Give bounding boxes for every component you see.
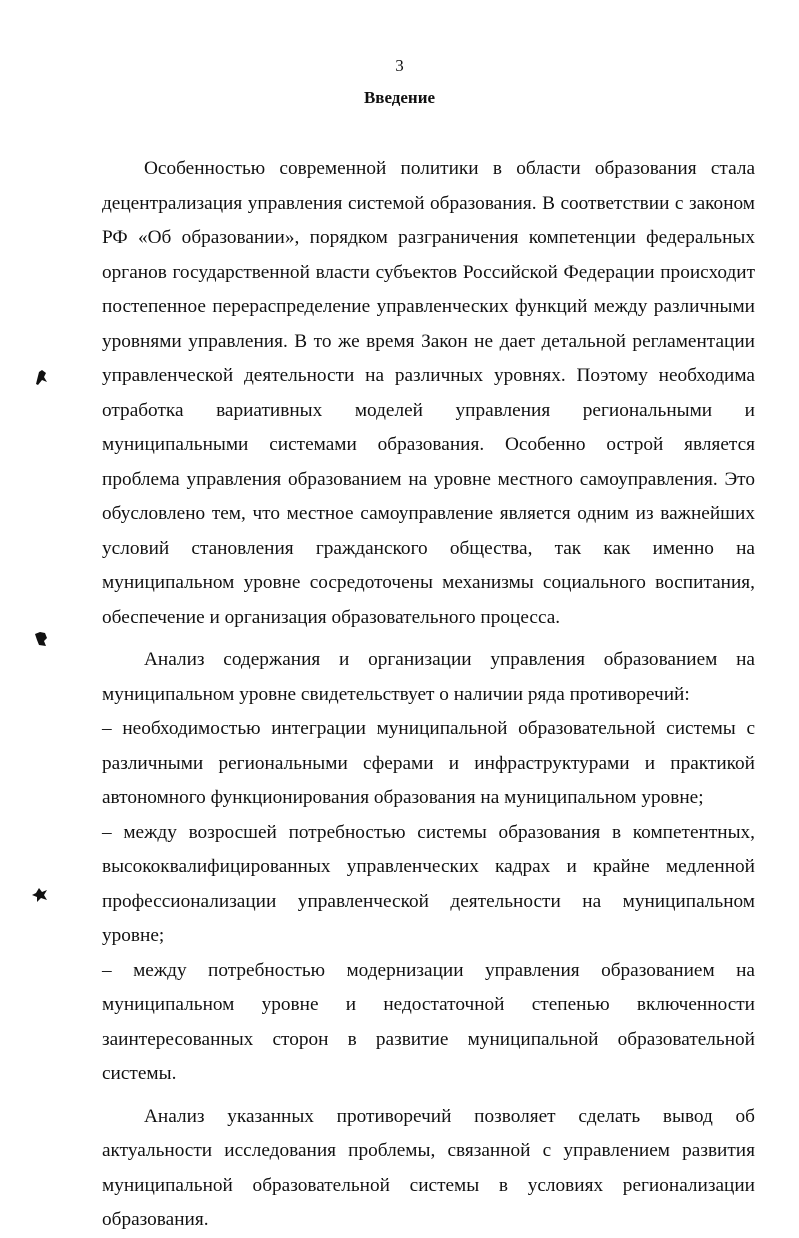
paragraph-conclusion: Анализ указанных противоречий позволяет сделать вывод об актуальности исследования проблемы, связанной с управлением развития муниципальной образовательной системы в условиях регионализации образования. — [102, 1105, 755, 1230]
paragraph-intro: Особенностью современной политики в области образования стала децентрализация управления системой образования. В соответствии с законом РФ «Об образовании», порядком разграничения компетенции федеральных органов государственной власти субъектов Российской Федерации происходит постепенное перераспределение управленческих функций между различными уровнями управления. В то же время Закон не дает детальной регламентации управленческой деятельности на различных уровнях. Поэтому необходима отработка вариативных моделей управления региональными и муниципальными системами образования. Особенно острой является проблема управления образованием на уровне местного самоуправления. Это обусловлено тем, что местное самоуправление является одним из важнейших условий становления гражданского общества, так как именно на муниципальном уровне сосредоточены механизмы социального воспитания, обеспечение и организация образовательного процесса. — [102, 158, 755, 628]
section-heading: Введение — [363, 88, 436, 107]
contradiction-item: – между потребностью модернизации управления образованием на муниципальном уровне и недостаточной степенью включенности заинтересованных сторон в развитие муниципальной образовательной системы. — [102, 959, 755, 1084]
scan-mark-icon — [31, 886, 47, 904]
paragraph-analysis: Анализ содержания и организации управления образованием на муниципальном уровне свидетельствует о наличии ряда противоречий: — [102, 649, 755, 705]
page-number: 3 — [395, 56, 404, 75]
body-text — [102, 152, 755, 1238]
contradiction-item: – между возросшей потребностью системы образования в компетентных, высококвалифицированных управленческих кадрах и крайне медленной профессионализации управленческой деятельности на муниципальном уровне; — [102, 821, 755, 946]
scan-mark-icon — [33, 368, 49, 386]
scan-mark-icon — [33, 630, 49, 648]
contradiction-item: – необходимостью интеграции муниципальной образовательной системы с различными региональными сферами и инфраструктурами и практикой автономного функционирования образования на муниципальном уровне; — [102, 718, 755, 808]
